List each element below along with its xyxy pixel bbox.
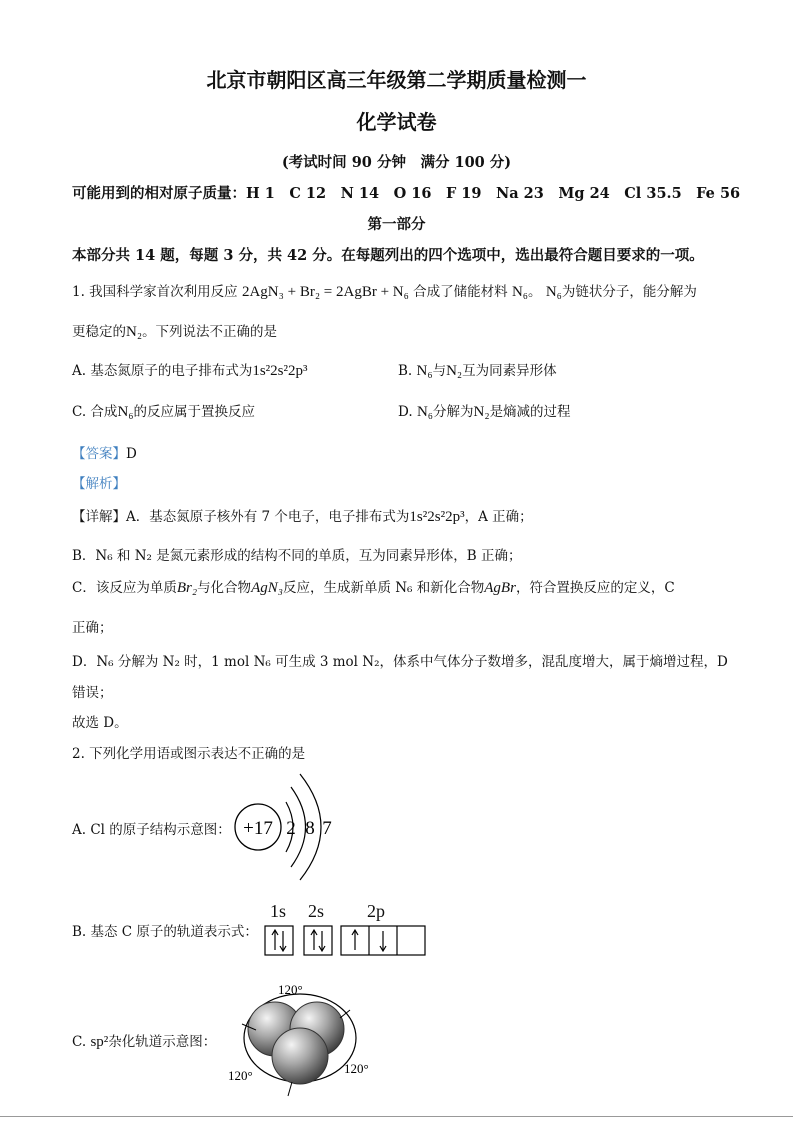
q1-detail-b: B．N₆ 和 N₂ 是氮元素形成的结构不同的单质，互为同素异形体，B 正确； xyxy=(72,548,522,564)
q1-answer: 【答案】D xyxy=(72,446,137,462)
orbital-label-2p: 2p xyxy=(367,901,385,921)
page-title: 北京市朝阳区高三年级第二学期质量检测一 xyxy=(206,68,587,92)
carbon-orbital-diagram xyxy=(264,925,428,957)
instructions: 本部分共 14 题，每题 3 分，共 42 分。在每题列出的四个选项中，选出最符合题目要求的一项。 xyxy=(72,247,704,264)
angle-label-top: 120° xyxy=(278,982,303,997)
q1-detail-c: C．该反应为单质Br₂与化合物AgN₃反应，生成新单质 N₆ 和新化合物AgBr，符合置换反应的定义，C xyxy=(72,580,675,596)
orbital-box-2s xyxy=(304,926,332,955)
shell-electrons-1: 2 xyxy=(286,818,296,839)
orbital-label-1s: 1s xyxy=(270,901,287,921)
q2-option-b: B. 基态 C 原子的轨道表示式： xyxy=(72,924,258,940)
q1-detail-a: 【详解】A．基态氮原子核外有 7 个电子，电子排布式为1s²2s²2p³，A 正确； xyxy=(72,509,533,525)
q1-option-c: C. 合成N₆的反应属于置换反应 xyxy=(72,404,255,420)
exam-info: (考试时间 90 分钟 满分 100 分) xyxy=(281,154,512,171)
q1-option-b: B. N₆与N₂互为同素异形体 xyxy=(398,363,557,379)
q1-stem-line2: 更稳定的N₂。下列说法不正确的是 xyxy=(72,324,278,340)
nucleus-charge: +17 xyxy=(243,818,273,839)
q1-detail-c-cont: 正确； xyxy=(72,620,113,636)
page-bottom-border xyxy=(0,1116,793,1117)
atomic-masses: 可能用到的相对原子质量：H 1 C 12 N 14 O 16 F 19 Na 23 Mg 24 Cl 35.5 Fe 56 xyxy=(72,185,741,202)
q1-option-a: A. 基态氮原子的电子排布式为1s²2s²2p³ xyxy=(72,363,308,379)
orbital-box-1s xyxy=(265,926,293,955)
shell-electrons-3: 7 xyxy=(322,818,332,839)
q2-option-a: A. Cl 的原子结构示意图： xyxy=(72,822,231,838)
spin-up-arrow-icon xyxy=(311,930,317,950)
q1-conclusion: 故选 D。 xyxy=(72,715,128,731)
angle-label-right: 120° xyxy=(344,1061,369,1076)
chlorine-atom-structure-diagram xyxy=(228,772,343,887)
q1-option-d: D. N₆分解为N₂是熵减的过程 xyxy=(398,404,571,420)
q1-detail-d: D．N₆ 分解为 N₂ 时，1 mol N₆ 可生成 3 mol N₂，体系中气体分子数增多，混乱度增大，属于熵增过程，D xyxy=(72,654,728,670)
q1-stem-line1: 1. 我国科学家首次利用反应 2AgN₃ + Br₂ = 2AgBr + N₆ 合成了储能材料 N₆。 N₆为链状分子，能分解为 xyxy=(72,284,697,300)
spin-up-arrow-icon xyxy=(352,930,358,950)
q1-analysis-label: 【解析】 xyxy=(72,476,126,492)
shell-electrons-2: 8 xyxy=(305,818,315,839)
q1-detail-d-cont: 错误； xyxy=(72,685,113,701)
angle-label-left: 120° xyxy=(228,1068,253,1083)
orbital-lobe-bottom xyxy=(272,1028,328,1084)
q2-stem: 2. 下列化学用语或图示表达不正确的是 xyxy=(72,746,306,762)
page-subtitle: 化学试卷 xyxy=(356,110,437,134)
q1-equation: 2AgN₃ + Br₂ = 2AgBr + N₆ xyxy=(241,284,409,300)
orbital-label-2s: 2s xyxy=(308,901,325,921)
spin-down-arrow-icon xyxy=(280,931,286,951)
sp2-hybrid-orbital-diagram xyxy=(222,980,382,1098)
spin-up-arrow-icon xyxy=(272,930,278,950)
spin-down-arrow-icon xyxy=(319,931,325,951)
q2-option-c: C. sp²杂化轨道示意图： xyxy=(72,1034,217,1050)
spin-down-arrow-icon xyxy=(380,931,386,951)
part-heading: 第一部分 xyxy=(367,216,426,233)
